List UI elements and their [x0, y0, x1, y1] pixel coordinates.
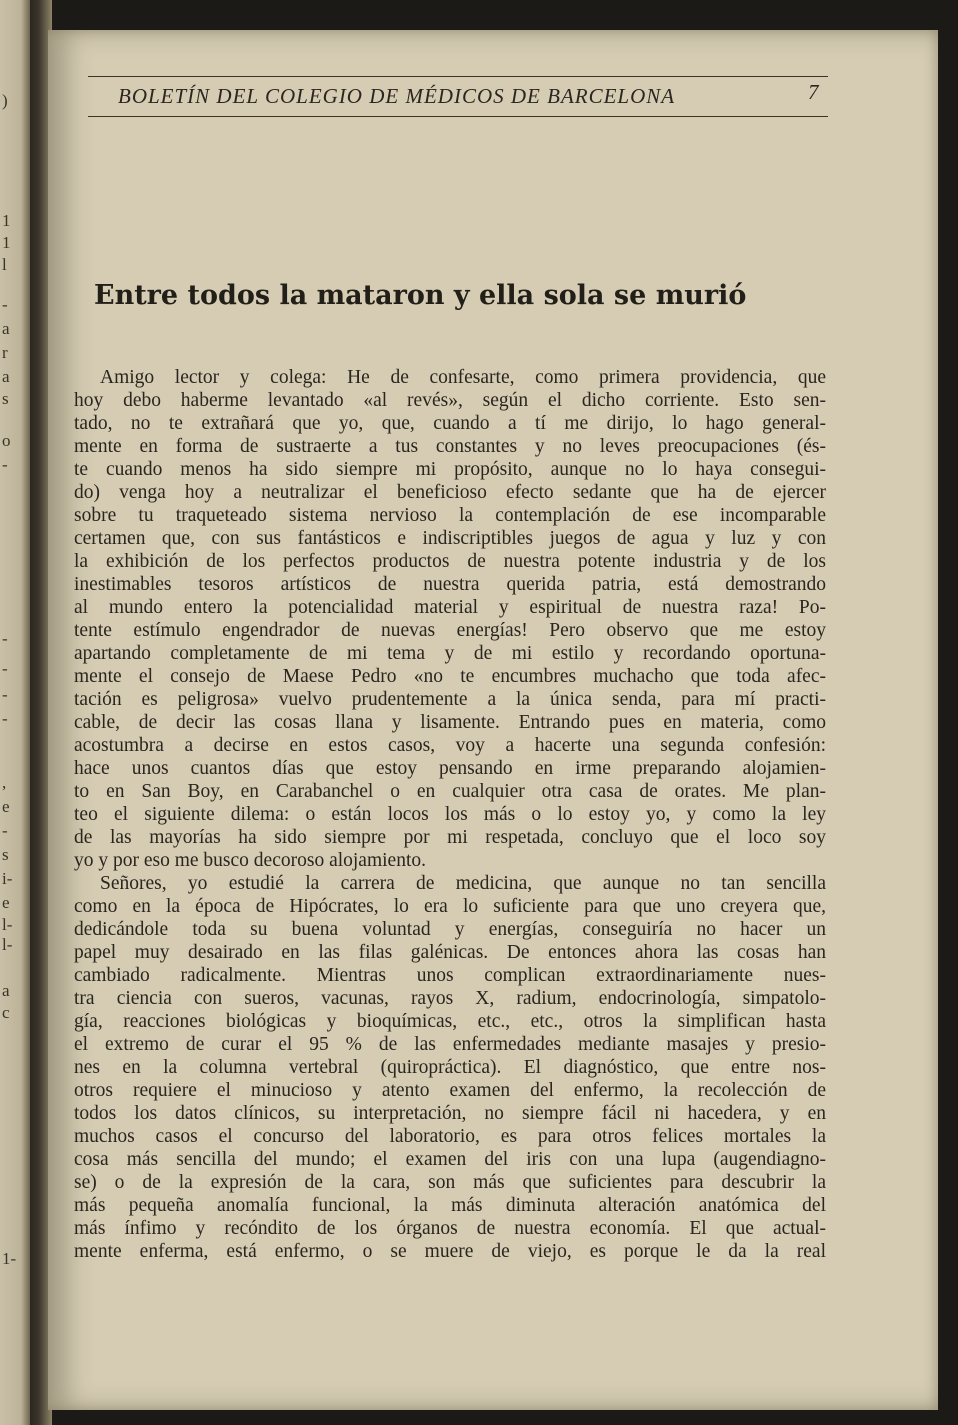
text-line: otros requiere el minucioso y atento examen del enfermo, la recolección de — [74, 1080, 826, 1101]
text-line: apartando completamente de mi tema y de mi estilo y recordando oportuna- — [74, 643, 826, 664]
prev-page-fragment: a — [2, 981, 10, 1000]
text-line: papel muy desairado en las filas galénicas. De entonces ahora las cosas han — [74, 942, 826, 963]
prev-page-fragment: - — [2, 659, 8, 678]
prev-page-fragment: - — [2, 629, 8, 648]
text-line: tente estímulo engendrador de nuevas energías! Pero observo que me estoy — [74, 620, 826, 641]
text-line: te cuando menos ha sido siempre mi propósito, aunque no lo haya consegui- — [74, 459, 826, 480]
prev-page-fragment: e — [2, 893, 10, 912]
text-line: tado, no te extrañará que yo, que, cuando a tí me dirijo, lo hago general- — [74, 413, 826, 434]
text-line: más ínfimo y recóndito de los órganos de nuestra economía. El que actual- — [74, 1218, 826, 1239]
text-line: certamen que, con sus fantásticos e indiscriptibles juegos de agua y luz y con — [74, 528, 826, 549]
header-rule-top — [88, 76, 828, 77]
prev-page-fragment: s — [2, 845, 9, 864]
text-line: mente el consejo de Maese Pedro «no te encumbres muchacho que toda afec- — [74, 666, 826, 687]
text-line: más pequeña anomalía funcional, la más diminuta alteración anatómica del — [74, 1195, 826, 1216]
prev-page-fragment: l- — [2, 915, 13, 934]
prev-page-fragment: 1- — [2, 1249, 17, 1268]
text-line: al mundo entero la potencialidad material y espiritual de nuestra raza! Po- — [74, 597, 826, 618]
text-line: todos los datos clínicos, su interpretación, no siempre fácil ni hacedera, y en — [74, 1103, 826, 1124]
prev-page-fragment: a — [2, 367, 10, 386]
text-line: tra ciencia con sueros, vacunas, rayos X, radium, endocrinología, simpatolo- — [74, 988, 826, 1009]
text-line: dedicándole toda su buena voluntad y energías, conseguiría no hacer un — [74, 919, 826, 940]
prev-page-fragment: s — [2, 389, 9, 408]
prev-page-fragment: l — [2, 255, 7, 274]
text-line: muchos casos el concurso del laboratorio, es para otros felices mortales la — [74, 1126, 826, 1147]
prev-page-fragment: r — [2, 343, 8, 362]
header-rule-bottom — [88, 116, 828, 117]
text-line: cambiado radicalmente. Mientras unos complican extraordinariamente nues- — [74, 965, 826, 986]
prev-page-fragment: - — [2, 455, 8, 474]
prev-page-fragment: ) — [2, 91, 8, 110]
text-line: yo y por eso me busco decoroso alojamiento. — [74, 850, 426, 871]
prev-page-fragment: i- — [2, 869, 13, 888]
prev-page-fragment: - — [2, 709, 8, 728]
prev-page-fragment: c — [2, 1003, 10, 1022]
prev-page-fragment: e — [2, 797, 10, 816]
text-line: el extremo de curar el 95 % de las enfermedades mediante masajes y presio- — [74, 1034, 826, 1055]
page-number: 7 — [808, 80, 819, 104]
text-line: sobre tu traqueteado sistema nervioso la contemplación de ese incomparable — [74, 505, 826, 526]
text-line: acostumbra a decirse en estos casos, voy a hacerte una segunda confesión: — [74, 735, 826, 756]
text-line: cosa más sencilla del mundo; el examen del iris con una lupa (augendiagno- — [74, 1149, 826, 1170]
prev-page-fragment: l- — [2, 935, 13, 954]
text-line: mente enferma, está enfermo, o se muere de viejo, es porque le da la real — [74, 1241, 826, 1262]
prev-page-fragment: o — [2, 431, 11, 450]
prev-page-fragment: - — [2, 295, 8, 314]
text-line: gía, reacciones biológicas y bioquímicas, etc., etc., otros la simplifican hasta — [74, 1011, 826, 1032]
running-head: BOLETÍN DEL COLEGIO DE MÉDICOS DE BARCELONA — [118, 84, 676, 108]
prev-page-fragment: , — [2, 773, 7, 792]
text-line: Amigo lector y colega: He de confesarte, como primera providencia, que — [100, 367, 826, 388]
prev-page-fragment: - — [2, 685, 8, 704]
prev-page-fragment: 1 — [2, 211, 11, 230]
text-line: nes en la columna vertebral (quiropráctica). El diagnóstico, que entre nos- — [74, 1057, 826, 1078]
text-line: teo el siguiente dilema: o están locos los más o lo estoy yo, y como la ley — [74, 804, 826, 825]
text-line: tación es peligrosa» vuelvo prudentemente a la única senda, para mí practi- — [74, 689, 826, 710]
text-line: mente en forma de sustraerte a tus constantes y no leves preocupaciones (és- — [74, 436, 826, 457]
text-line: Señores, yo estudié la carrera de medicina, que aunque no tan sencilla — [100, 873, 826, 894]
text-line: como en la época de Hipócrates, lo era lo suficiente para que uno creyera que, — [74, 896, 826, 917]
previous-page-edge — [0, 0, 30, 1425]
prev-page-fragment: a — [2, 319, 10, 338]
text-line: hace unos cuantos días que estoy pensando en irme preparando alojamien- — [74, 758, 826, 779]
text-line: cable, de decir las cosas llana y lisamente. Entrando pues en materia, como — [74, 712, 826, 733]
prev-page-fragment: - — [2, 821, 8, 840]
text-line: de las mayorías ha sido siempre por mi respetada, concluyo que el loco soy — [74, 827, 826, 848]
text-line: to en San Boy, en Carabanchel o en cualquier otra casa de orates. Me plan- — [74, 781, 826, 802]
text-line: inestimables tesoros artísticos de nuestra querida patria, está demostrando — [74, 574, 826, 595]
text-line: hoy debo haberme levantado «al revés», según el dicho corriente. Esto sen- — [74, 390, 826, 411]
text-line: la exhibición de los perfectos productos de nuestra potente industria y de los — [74, 551, 826, 572]
prev-page-fragment: 1 — [2, 233, 11, 252]
text-line: se) o de la expresión de la cara, son más que suficientes para descubrir la — [74, 1172, 826, 1193]
text-line: do) venga hoy a neutralizar el beneficioso efecto sedante que ha de ejercer — [74, 482, 826, 503]
article-title: Entre todos la mataron y ella sola se murió — [94, 280, 747, 311]
